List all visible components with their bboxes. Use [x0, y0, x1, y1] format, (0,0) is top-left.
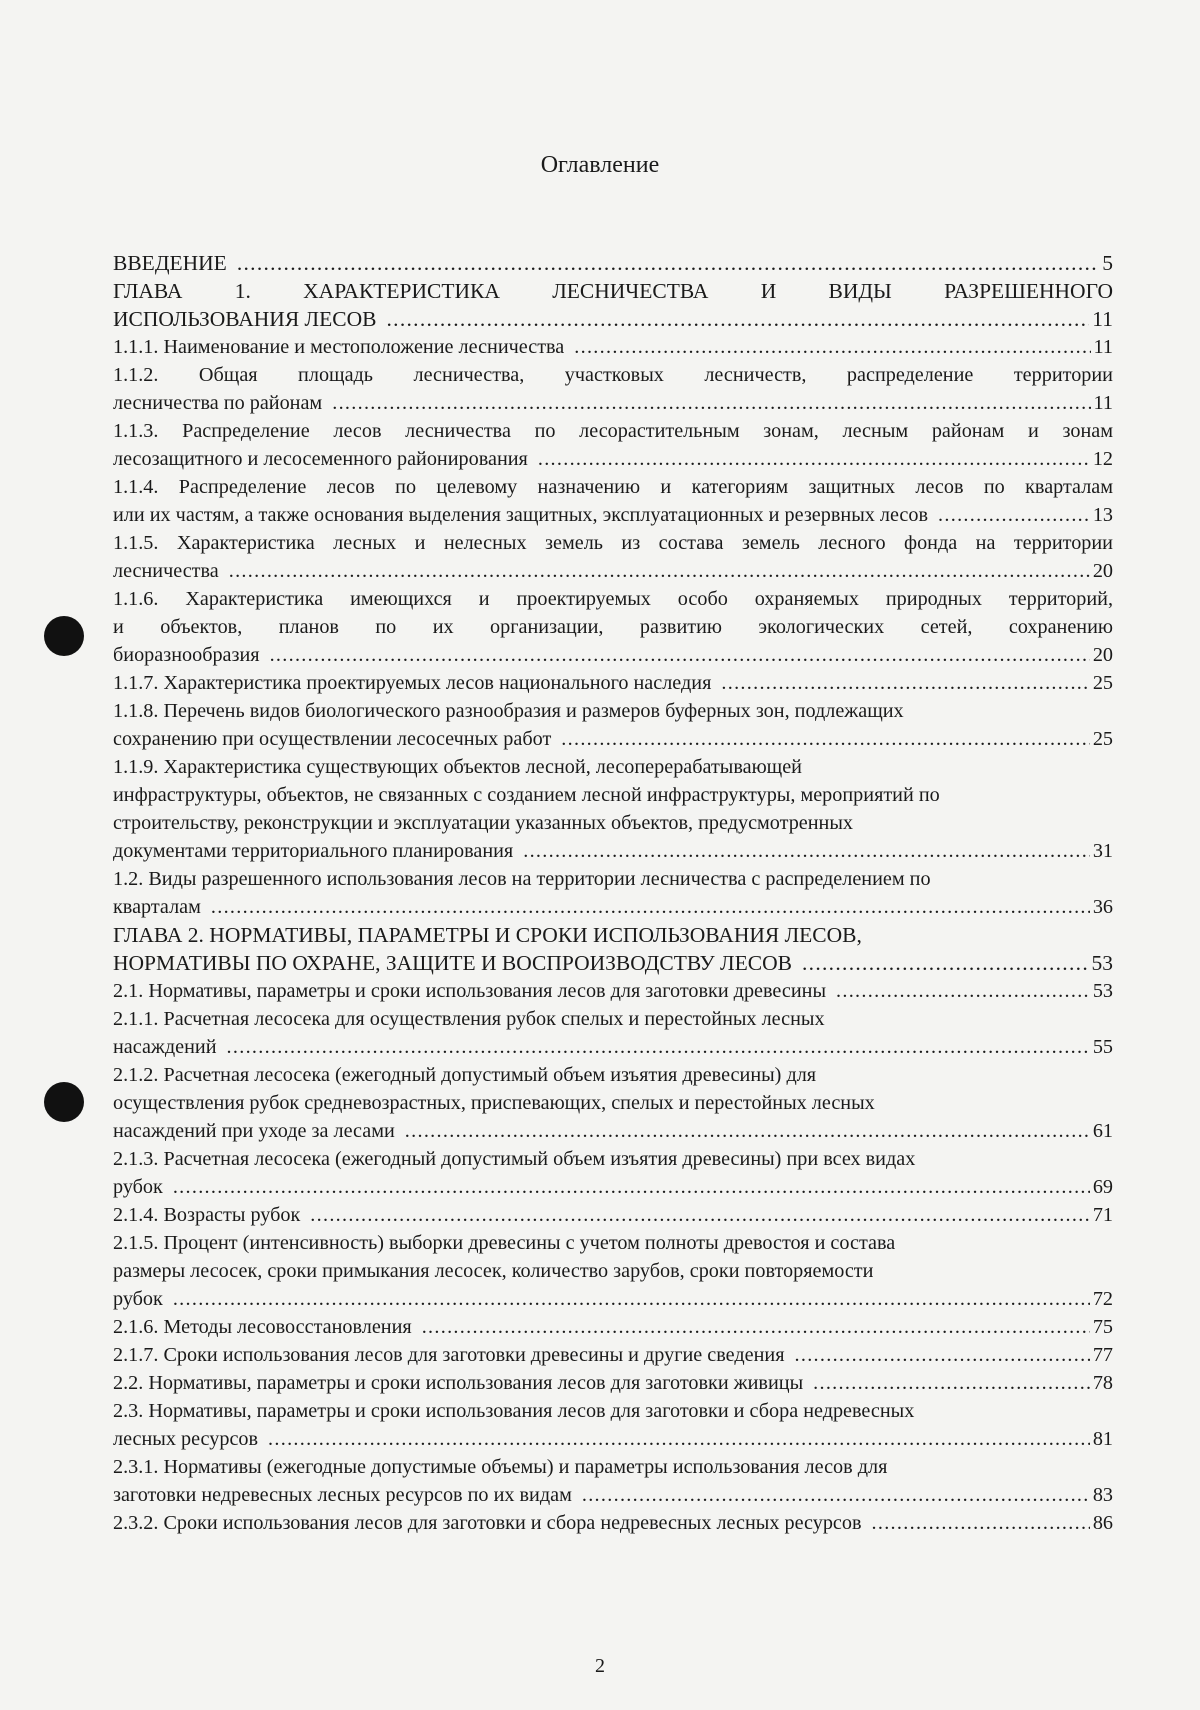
toc-page-number: 78	[1092, 1372, 1113, 1394]
toc-entry-last-line	[113, 389, 1113, 417]
toc-page-number: 13	[1092, 504, 1113, 526]
toc-entry-line: 2.1.2. Расчетная лесосека (ежегодный допустимый объем изъятия древесины) для	[113, 1064, 817, 1086]
toc-entry-line: осуществления рубок средневозрастных, приспевающих, спелых и перестойных лесных	[113, 1092, 875, 1114]
toc-page-number: 31	[1092, 840, 1113, 862]
toc-entry-line: 2.1.3. Расчетная лесосека (ежегодный допустимый объем изъятия древесины) при всех видах	[113, 1148, 916, 1170]
toc-page-number: 11	[1093, 336, 1113, 358]
toc-entry-title: лесничества	[113, 560, 219, 582]
toc-page-number: 86	[1092, 1512, 1113, 1534]
toc-entry-last-line	[113, 1313, 1113, 1341]
toc-entry-last-line	[113, 893, 1113, 921]
toc-entry-title: 2.3.2. Сроки использования лесов для заготовки и сбора недревесных лесных ресурсов	[113, 1512, 862, 1534]
toc-entry-last-line	[113, 1481, 1113, 1509]
toc-page-number: 55	[1092, 1036, 1113, 1058]
toc-entry[interactable]	[113, 865, 1113, 921]
dot-leader	[268, 1425, 1090, 1449]
toc-entry[interactable]	[113, 1509, 1113, 1537]
toc-page-number: 72	[1092, 1288, 1113, 1310]
toc-page-number: 53	[1091, 951, 1113, 975]
dot-leader	[211, 893, 1090, 917]
toc-entry-last-line	[113, 333, 1113, 361]
toc-entry-title: рубок	[113, 1176, 163, 1198]
dot-leader	[237, 249, 1099, 275]
toc-entry-line: 1.1.4. Распределение лесов по целевому назначению и категориям защитных лесов по кварталам	[113, 476, 1113, 498]
toc-entry-line: 1.1.6. Характеристика имеющихся и проектируемых особо охраняемых природных территорий,	[113, 588, 1113, 610]
page-number: 2	[595, 1655, 605, 1677]
toc-entry-last-line	[113, 1285, 1113, 1313]
toc-entry-title: кварталам	[113, 896, 201, 918]
toc-entry-last-line	[113, 557, 1113, 585]
toc-entry-last-line	[113, 1509, 1113, 1537]
toc-entry-line: строительству, реконструкции и эксплуатации указанных объектов, предусмотренных	[113, 812, 854, 834]
toc-entry-last-line	[113, 501, 1113, 529]
toc-entry-title: заготовки недревесных лесных ресурсов по их видам	[113, 1484, 572, 1506]
toc-entry-line: 2.1.1. Расчетная лесосека для осуществления рубок спелых и перестойных лесных	[113, 1008, 825, 1030]
dot-leader	[270, 641, 1090, 665]
toc-entry-last-line	[113, 1033, 1113, 1061]
toc-page-number: 61	[1092, 1120, 1113, 1142]
toc-entry-last-line	[113, 977, 1113, 1005]
toc-entry-title: ВВЕДЕНИЕ	[113, 251, 227, 275]
toc-entry[interactable]	[113, 333, 1113, 361]
toc-page-number: 53	[1092, 980, 1113, 1002]
toc-entry-last-line	[113, 1117, 1113, 1145]
toc-entry[interactable]	[113, 669, 1113, 697]
toc-entry-title: сохранению при осуществлении лесосечных работ	[113, 728, 552, 750]
toc-entry-line: размеры лесосек, сроки примыкания лесосек, количество зарубов, сроки повторяемости	[113, 1260, 874, 1282]
dot-leader	[310, 1201, 1090, 1225]
toc-entry-title: насаждений при уходе за лесами	[113, 1120, 395, 1142]
dot-leader	[872, 1509, 1090, 1533]
toc-entry-last-line	[113, 949, 1113, 977]
toc-entry-line: и объектов, планов по их организации, развитию экологических сетей, сохранению	[113, 616, 1113, 638]
toc-page-number: 71	[1092, 1204, 1113, 1226]
toc-entry-line: 1.1.3. Распределение лесов лесничества по лесорастительным зонам, лесным районам и зонам	[113, 420, 1113, 442]
toc-entry-line: 1.1.2. Общая площадь лесничества, участковых лесничеств, распределение территории	[113, 364, 1113, 386]
toc-entry[interactable]	[113, 921, 1113, 977]
toc-entry-line: 1.1.8. Перечень видов биологического разнообразия и размеров буферных зон, подлежащих	[113, 700, 904, 722]
toc-page-number: 75	[1092, 1316, 1113, 1338]
toc-entry[interactable]	[113, 977, 1113, 1005]
toc-entry-title: 2.2. Нормативы, параметры и сроки использования лесов для заготовки живицы	[113, 1372, 804, 1394]
dot-leader	[574, 333, 1090, 357]
page-title: Оглавление	[540, 152, 660, 178]
dot-leader	[523, 837, 1090, 861]
dot-leader	[561, 725, 1090, 749]
toc-entry-line: инфраструктуры, объектов, не связанных с созданием лесной инфраструктуры, мероприятий по	[113, 784, 940, 806]
toc-entry[interactable]	[113, 249, 1113, 277]
toc-entry-title: рубок	[113, 1288, 163, 1310]
dot-leader	[721, 669, 1089, 693]
dot-leader	[538, 445, 1090, 469]
toc-entry-title: лесных ресурсов	[113, 1428, 259, 1450]
dot-leader	[173, 1173, 1090, 1197]
toc-entry[interactable]	[113, 1061, 1113, 1145]
toc-entry-title: 2.1. Нормативы, параметры и сроки использования лесов для заготовки древесины	[113, 980, 827, 1002]
dot-leader	[836, 977, 1090, 1001]
toc-entry-title: насаждений	[113, 1036, 217, 1058]
toc-page-number: 81	[1092, 1428, 1113, 1450]
toc-entry-title: 2.1.6. Методы лесовосстановления	[113, 1316, 412, 1338]
toc-entry-last-line	[113, 1341, 1113, 1369]
toc-entry-line: 1.1.5. Характеристика лесных и нелесных земель из состава земель лесного фонда на территории	[113, 532, 1113, 554]
toc-entry[interactable]	[113, 1369, 1113, 1397]
toc-entry-line: 2.3.1. Нормативы (ежегодные допустимые объемы) и параметры использования лесов для	[113, 1456, 888, 1478]
toc-entry-last-line	[113, 1173, 1113, 1201]
toc-entry[interactable]	[113, 1341, 1113, 1369]
toc-entry[interactable]	[113, 585, 1113, 669]
toc-entry-line: 2.1.5. Процент (интенсивность) выборки древесины с учетом полноты древостоя и состава	[113, 1232, 896, 1254]
dot-leader	[229, 557, 1090, 581]
toc-entry[interactable]	[113, 529, 1113, 585]
toc-page-number: 69	[1092, 1176, 1113, 1198]
toc-entry-last-line	[113, 445, 1113, 473]
toc-entry-title: биоразнообразия	[113, 644, 260, 666]
dot-leader	[582, 1481, 1090, 1505]
toc-entry-last-line	[113, 669, 1113, 697]
table-of-contents	[113, 249, 1113, 1537]
toc-entry-line: ГЛАВА 1. ХАРАКТЕРИСТИКА ЛЕСНИЧЕСТВА И ВИДЫ РАЗРЕШЕННОГО	[113, 279, 1113, 303]
dot-leader	[802, 949, 1089, 975]
toc-entry[interactable]	[113, 1229, 1113, 1313]
toc-entry-title: НОРМАТИВЫ ПО ОХРАНЕ, ЗАЩИТЕ И ВОСПРОИЗВОДСТВУ ЛЕСОВ	[113, 951, 792, 975]
toc-entry-last-line	[113, 725, 1113, 753]
punch-hole	[44, 1082, 84, 1122]
dot-leader	[813, 1369, 1090, 1393]
toc-entry-line: 1.2. Виды разрешенного использования лесов на территории лесничества с распределением по	[113, 868, 931, 890]
toc-entry[interactable]	[113, 697, 1113, 753]
toc-entry[interactable]	[113, 1453, 1113, 1509]
toc-page-number: 5	[1102, 251, 1113, 275]
toc-entry-title: или их частям, а также основания выделения защитных, эксплуатационных и резервных лесов	[113, 504, 929, 526]
toc-page-number: 25	[1092, 672, 1113, 694]
dot-leader	[332, 389, 1090, 413]
toc-entry-line: 2.3. Нормативы, параметры и сроки использования лесов для заготовки и сбора недревесных	[113, 1400, 915, 1422]
toc-entry-title: ИСПОЛЬЗОВАНИЯ ЛЕСОВ	[113, 307, 377, 331]
toc-entry-last-line	[113, 249, 1113, 277]
dot-leader	[938, 501, 1090, 525]
punch-hole	[44, 616, 84, 656]
dot-leader	[422, 1313, 1090, 1337]
toc-page-number: 11	[1092, 307, 1113, 331]
dot-leader	[386, 305, 1089, 331]
toc-entry[interactable]	[113, 1313, 1113, 1341]
dot-leader	[795, 1341, 1090, 1365]
toc-page-number: 11	[1093, 392, 1113, 414]
toc-entry[interactable]	[113, 277, 1113, 333]
toc-page-number: 77	[1092, 1344, 1113, 1366]
dot-leader	[227, 1033, 1090, 1057]
toc-entry[interactable]	[113, 1397, 1113, 1453]
dot-leader	[405, 1117, 1090, 1141]
toc-page-number: 12	[1092, 448, 1113, 470]
toc-entry-title: 2.1.7. Сроки использования лесов для заготовки древесины и другие сведения	[113, 1344, 785, 1366]
toc-entry-last-line	[113, 1425, 1113, 1453]
toc-entry-last-line	[113, 305, 1113, 333]
toc-entry-last-line	[113, 1369, 1113, 1397]
toc-entry-title: лесозащитного и лесосеменного районирования	[113, 448, 528, 470]
dot-leader	[173, 1285, 1090, 1309]
toc-entry-line: 1.1.9. Характеристика существующих объектов лесной, лесоперерабатывающей	[113, 756, 802, 778]
toc-page-number: 20	[1092, 644, 1113, 666]
toc-entry-line: ГЛАВА 2. НОРМАТИВЫ, ПАРАМЕТРЫ И СРОКИ ИСПОЛЬЗОВАНИЯ ЛЕСОВ,	[113, 923, 862, 947]
toc-entry[interactable]	[113, 361, 1113, 417]
toc-entry-last-line	[113, 641, 1113, 669]
toc-entry-title: лесничества по районам	[113, 392, 323, 414]
toc-page-number: 83	[1092, 1484, 1113, 1506]
toc-entry[interactable]	[113, 753, 1113, 865]
toc-entry-last-line	[113, 837, 1113, 865]
toc-entry[interactable]	[113, 1145, 1113, 1201]
toc-page-number: 36	[1092, 896, 1113, 918]
toc-entry-last-line	[113, 1201, 1113, 1229]
toc-entry[interactable]	[113, 1201, 1113, 1229]
toc-page-number: 25	[1092, 728, 1113, 750]
toc-entry-title: 1.1.7. Характеристика проектируемых лесов национального наследия	[113, 672, 712, 694]
toc-entry[interactable]	[113, 1005, 1113, 1061]
toc-entry-title: 1.1.1. Наименование и местоположение лесничества	[113, 336, 565, 358]
toc-entry-title: 2.1.4. Возрасты рубок	[113, 1204, 301, 1226]
toc-entry[interactable]	[113, 417, 1113, 473]
toc-entry-title: документами территориального планирования	[113, 840, 514, 862]
toc-page-number: 20	[1092, 560, 1113, 582]
toc-entry[interactable]	[113, 473, 1113, 529]
